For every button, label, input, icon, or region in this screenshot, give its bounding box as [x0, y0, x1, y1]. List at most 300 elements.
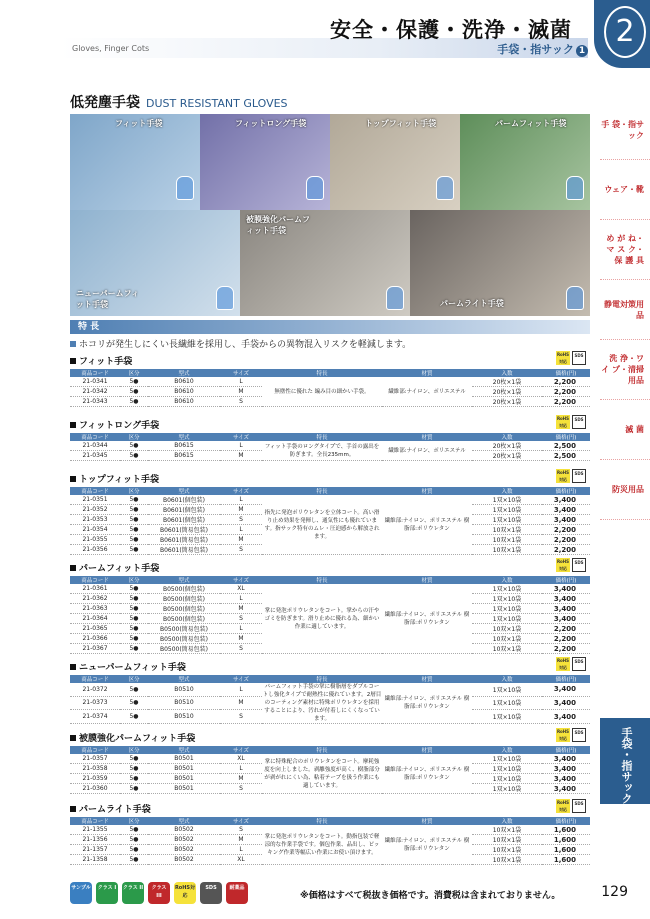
size: M [220, 604, 262, 614]
badges [556, 469, 586, 483]
column-header: 特長 [262, 487, 382, 495]
material-text: 繊維部:ナイロン、ポリエステル 樹脂部:ポリウレタン [382, 584, 472, 654]
category: 5● [120, 594, 148, 604]
legend-icon: クラス II [122, 882, 144, 904]
column-header: 特長 [262, 576, 382, 584]
quantity: 10双×1袋 [472, 535, 542, 545]
material-text: 繊維部:ナイロン、ポリエステル 樹脂部:ポリウレタン [382, 683, 472, 724]
quantity: 20枚×1袋 [472, 377, 542, 387]
model: B0610 [148, 377, 220, 387]
product-code: 21-0353 [70, 515, 120, 525]
category: 5● [120, 604, 148, 614]
column-header: サイズ [220, 369, 262, 377]
sidebar-item[interactable]: 手 袋・指サック [600, 100, 650, 160]
model: B0510 [148, 683, 220, 696]
model: B0510 [148, 696, 220, 710]
size: L [220, 525, 262, 535]
column-header: 区分 [120, 576, 148, 584]
quantity: 1双×10袋 [472, 784, 542, 794]
category-subtitle [497, 41, 588, 57]
product-code: 21-0366 [70, 634, 120, 644]
feature-text: パームフィット手袋の掌に樹脂層をダブルコートし強化タイプで耐熱性に優れています。2層目のコーティング素材に特殊ポリウレタンを採用することにより、汚れが付着しにくくなっています。 [262, 684, 382, 722]
product-code: 21-1356 [70, 835, 120, 845]
category: 5● [120, 397, 148, 407]
column-header: 商品コード [70, 746, 120, 754]
price: 3,400 [542, 774, 590, 784]
model: B0500(個包装) [148, 604, 220, 614]
price: 3,400 [542, 495, 590, 505]
column-header: 商品コード [70, 817, 120, 825]
material-text: 繊維部:ナイロン、ポリエステル 樹脂部:ポリウレタン [382, 495, 472, 555]
product-title: フィットロング手袋 RoHS 対応 SDS [70, 420, 590, 433]
column-header: 型式 [148, 433, 220, 441]
size: M [220, 505, 262, 515]
model: B0500(簡易包装) [148, 634, 220, 644]
category-english: Gloves, Finger Cots [72, 44, 150, 53]
product-title: トップフィット手袋 RoHS 対応 SDS [70, 474, 590, 487]
column-header: 入数 [472, 817, 542, 825]
model: B0500(個包装) [148, 584, 220, 594]
footer-icons [70, 882, 248, 904]
feature-text: 掌に発泡ポリウレタンをコート。掌からの汗やゴミを防ぎます。滑り止めに優れる為、細かい作業に適しています。 [262, 584, 382, 654]
column-header: 区分 [120, 487, 148, 495]
glove-icon [176, 176, 194, 200]
size: S [220, 644, 262, 654]
quantity: 10双×1袋 [472, 835, 542, 845]
price: 2,500 [542, 441, 590, 451]
sidebar-item[interactable]: 防災用品 [600, 460, 650, 520]
quantity: 1双×10袋 [472, 515, 542, 525]
legend-icon: クラス III [148, 882, 170, 904]
model: B0610 [148, 397, 220, 407]
category: 5● [120, 696, 148, 710]
product-code: 21-0342 [70, 387, 120, 397]
page-title: 安全・保護・洗浄・滅菌 [330, 18, 572, 42]
column-header: サイズ [220, 746, 262, 754]
category: 5● [120, 774, 148, 784]
category: 5● [120, 784, 148, 794]
category: 5● [120, 545, 148, 555]
model: B0601(個包装) [148, 495, 220, 505]
model: B0501 [148, 784, 220, 794]
quantity: 1双×10袋 [472, 710, 542, 724]
photo-newpalm [70, 210, 240, 316]
glove-icon [386, 286, 404, 310]
size: L [220, 377, 262, 387]
category: 5● [120, 495, 148, 505]
rohs-badge: RoHS 対応 [556, 416, 570, 428]
legend-icon: サンプル [70, 882, 92, 904]
quantity: 1双×10袋 [472, 764, 542, 774]
category: 5● [120, 377, 148, 387]
quantity: 1双×10袋 [472, 505, 542, 515]
quantity: 10双×1袋 [472, 825, 542, 835]
size: S [220, 710, 262, 724]
model: B0502 [148, 855, 220, 865]
category: 5● [120, 505, 148, 515]
column-header: 入数 [472, 746, 542, 754]
photo-label-fitlong: フィットロング手袋 [235, 119, 307, 128]
rohs-badge: RoHS 対応 [556, 800, 570, 812]
sds-badge: SDS [572, 558, 586, 572]
quantity: 1双×10袋 [472, 696, 542, 710]
table-row [70, 825, 590, 835]
quantity: 10双×1袋 [472, 644, 542, 654]
product-code: 21-0345 [70, 451, 120, 461]
column-header: 型式 [148, 746, 220, 754]
category: 5● [120, 845, 148, 855]
model: B0601(簡易包装) [148, 525, 220, 535]
feature-text: 指先に発泡ポリウレタンを立体コート。高い滑り止め効果を発揮し、通気性にも優れています。指サック特有のムレ・圧迫感から解放されます。 [262, 495, 382, 555]
product-title: フィット手袋 RoHS 対応 SDS [70, 356, 590, 369]
product-code: 21-0362 [70, 594, 120, 604]
quantity: 10双×1袋 [472, 624, 542, 634]
product-table [70, 817, 590, 865]
legend-icon: クラス I [96, 882, 118, 904]
photo-palmfit [460, 114, 590, 210]
column-header: 価格(円) [542, 817, 590, 825]
column-header: 特長 [262, 675, 382, 683]
quantity: 20枚×1袋 [472, 387, 542, 397]
column-header: 材質 [382, 576, 472, 584]
section-title-en: DUST RESISTANT GLOVES [146, 97, 288, 110]
price: 2,200 [542, 644, 590, 654]
price: 2,200 [542, 535, 590, 545]
size: S [220, 784, 262, 794]
size: L [220, 594, 262, 604]
size: M [220, 835, 262, 845]
size: M [220, 451, 262, 461]
photo-label-reinforced: 被膜強化パームフィット手袋 [246, 215, 310, 235]
photo-label-palmfit: パームフィット手袋 [495, 119, 567, 128]
feature-text: フィット手袋のロングタイプで、手首の露出を防ぎます。全長235mm。 [262, 441, 382, 461]
column-header: 型式 [148, 576, 220, 584]
sidebar-item[interactable]: 滅 菌 [600, 400, 650, 460]
price: 2,200 [542, 387, 590, 397]
features-text [70, 337, 411, 350]
quantity: 20枚×1袋 [472, 397, 542, 407]
glove-icon [216, 286, 234, 310]
glove-icon [566, 286, 584, 310]
price: 3,400 [542, 696, 590, 710]
column-header: サイズ [220, 576, 262, 584]
model: B0502 [148, 835, 220, 845]
rohs-badge: RoHS 対応 [556, 729, 570, 741]
quantity: 1双×10袋 [472, 495, 542, 505]
size: XL [220, 855, 262, 865]
price: 2,200 [542, 525, 590, 535]
price-note: ※価格はすべて税抜き価格です。消費税は含まれておりません。 [300, 891, 561, 901]
product-code: 21-0360 [70, 784, 120, 794]
category: 5● [120, 825, 148, 835]
column-header: 入数 [472, 576, 542, 584]
price: 3,400 [542, 584, 590, 594]
product-code: 21-0351 [70, 495, 120, 505]
category: 5● [120, 584, 148, 594]
product-table [70, 576, 590, 654]
quantity: 10双×1袋 [472, 634, 542, 644]
category: 5● [120, 451, 148, 461]
model: B0601(個包装) [148, 505, 220, 515]
column-header: サイズ [220, 487, 262, 495]
quantity: 1双×10袋 [472, 774, 542, 784]
price: 3,400 [542, 784, 590, 794]
column-header: 材質 [382, 487, 472, 495]
column-header: 入数 [472, 433, 542, 441]
price: 3,400 [542, 604, 590, 614]
price: 1,600 [542, 845, 590, 855]
sds-badge: SDS [572, 657, 586, 671]
feature-text: 無塵性に優れた 編み目の細かい手袋。 [262, 377, 382, 407]
product-table [70, 433, 590, 461]
chapter-number: 2 [604, 6, 646, 58]
sds-badge: SDS [572, 728, 586, 742]
product-code: 21-1357 [70, 845, 120, 855]
photo-reinforced [240, 210, 410, 316]
product-block [70, 800, 590, 865]
column-header: 材質 [382, 675, 472, 683]
sidebar [600, 100, 650, 520]
legend-icon: RoHS対応 [174, 882, 196, 904]
category: 5● [120, 644, 148, 654]
price: 3,400 [542, 594, 590, 604]
column-header: サイズ [220, 433, 262, 441]
table-row [70, 495, 590, 505]
column-header: 区分 [120, 675, 148, 683]
price: 3,400 [542, 515, 590, 525]
model: B0615 [148, 451, 220, 461]
category: 5● [120, 515, 148, 525]
table-row [70, 683, 590, 696]
price: 2,200 [542, 545, 590, 555]
model: B0501 [148, 774, 220, 784]
photo-fit [70, 114, 200, 210]
material-text: 繊維部:ナイロン、ポリエステル [382, 377, 472, 407]
size: M [220, 387, 262, 397]
column-header: 商品コード [70, 487, 120, 495]
quantity: 1双×10袋 [472, 614, 542, 624]
column-header: 価格(円) [542, 487, 590, 495]
table-row [70, 377, 590, 387]
product-code: 21-0357 [70, 754, 120, 764]
model: B0502 [148, 845, 220, 855]
model: B0615 [148, 441, 220, 451]
photo-palmlite [410, 210, 590, 316]
column-header: 価格(円) [542, 675, 590, 683]
photo-topfit [330, 114, 460, 210]
category: 5● [120, 441, 148, 451]
category: 5● [120, 764, 148, 774]
size: M [220, 535, 262, 545]
sds-badge: SDS [572, 351, 586, 365]
product-code: 21-1358 [70, 855, 120, 865]
size: S [220, 825, 262, 835]
column-header: 特長 [262, 369, 382, 377]
rohs-badge: RoHS 対応 [556, 352, 570, 364]
price: 2,200 [542, 377, 590, 387]
product-code: 21-0355 [70, 535, 120, 545]
features-header: 特 長 [70, 320, 590, 334]
chapter-tab[interactable] [594, 0, 650, 68]
product-title: 被膜強化パームフィット手袋 RoHS 対応 SDS [70, 733, 590, 746]
quantity: 10双×1袋 [472, 845, 542, 855]
badges [556, 728, 586, 742]
column-header: 型式 [148, 675, 220, 683]
product-code: 21-0344 [70, 441, 120, 451]
model: B0601(簡易包装) [148, 535, 220, 545]
product-code: 21-0352 [70, 505, 120, 515]
bullet-icon [70, 341, 76, 347]
quantity: 10双×1袋 [472, 545, 542, 555]
badges [556, 415, 586, 429]
product-table [70, 746, 590, 794]
photo-label-newpalm: ニューパームフィット手袋 [76, 289, 139, 309]
column-header: 材質 [382, 369, 472, 377]
price: 3,400 [542, 614, 590, 624]
sidebar-item[interactable]: め が ね・マ ス ク・保 護 具 [600, 220, 650, 280]
product-code: 21-0359 [70, 774, 120, 784]
table-row [70, 584, 590, 594]
size: L [220, 441, 262, 451]
product-block [70, 559, 590, 654]
size: XL [220, 584, 262, 594]
column-header: 入数 [472, 487, 542, 495]
photo-fitlong [200, 114, 330, 210]
section-title-jp: 低発塵手袋 [70, 95, 140, 111]
product-code: 21-0367 [70, 644, 120, 654]
column-header: 入数 [472, 369, 542, 377]
category: 5● [120, 855, 148, 865]
model: B0601(簡易包装) [148, 545, 220, 555]
quantity: 1双×10袋 [472, 604, 542, 614]
subtitle-number: 1 [576, 45, 588, 57]
price: 3,400 [542, 683, 590, 696]
category: 5● [120, 683, 148, 696]
size: S [220, 397, 262, 407]
column-header: 商品コード [70, 433, 120, 441]
model: B0500(簡易包装) [148, 644, 220, 654]
price: 1,600 [542, 855, 590, 865]
price: 3,400 [542, 710, 590, 724]
product-code: 21-0354 [70, 525, 120, 535]
material-text: 繊維部:ナイロン、ポリエステル 樹脂部:ポリウレタン [382, 825, 472, 865]
features-description: ホコリが発生しにくい長繊維を採用し、手袋からの異物混入リスクを軽減します。 [79, 340, 412, 350]
sidebar-active-tab[interactable]: 手袋・指サック [600, 718, 650, 804]
column-header: サイズ [220, 675, 262, 683]
quantity: 10双×1袋 [472, 855, 542, 865]
column-header: 商品コード [70, 576, 120, 584]
legend-icon: SDS [200, 882, 222, 904]
product-code: 21-0374 [70, 710, 120, 724]
size: M [220, 774, 262, 784]
category: 5● [120, 535, 148, 545]
product-table [70, 675, 590, 724]
quantity: 1双×10袋 [472, 754, 542, 764]
column-header: 価格(円) [542, 433, 590, 441]
column-header: 区分 [120, 369, 148, 377]
category: 5● [120, 754, 148, 764]
category: 5● [120, 710, 148, 724]
size: S [220, 515, 262, 525]
size: M [220, 634, 262, 644]
sidebar-item[interactable]: 静電対策用 品 [600, 280, 650, 340]
column-header: 入数 [472, 675, 542, 683]
sidebar-item[interactable]: ウェア・靴 [600, 160, 650, 220]
size: S [220, 545, 262, 555]
category: 5● [120, 614, 148, 624]
category: 5● [120, 624, 148, 634]
rohs-badge: RoHS 対応 [556, 559, 570, 571]
column-header: 特長 [262, 817, 382, 825]
badges [556, 657, 586, 671]
product-code: 21-0363 [70, 604, 120, 614]
material-text: 繊維部:ナイロン、ポリエステル 樹脂部:ポリウレタン [382, 754, 472, 794]
model: B0601(個包装) [148, 515, 220, 525]
price: 3,400 [542, 764, 590, 774]
sidebar-item[interactable]: 洗 浄・ワ イ プ・清掃用品 [600, 340, 650, 400]
column-header: 型式 [148, 369, 220, 377]
model: B0502 [148, 825, 220, 835]
table-row [70, 754, 590, 764]
size: S [220, 614, 262, 624]
rohs-badge: RoHS 対応 [556, 658, 570, 670]
column-header: 材質 [382, 817, 472, 825]
product-code: 21-0358 [70, 764, 120, 774]
column-header: 価格(円) [542, 576, 590, 584]
column-header: 価格(円) [542, 369, 590, 377]
glove-icon [306, 176, 324, 200]
product-title: パームライト手袋 RoHS 対応 SDS [70, 804, 590, 817]
product-code: 21-0343 [70, 397, 120, 407]
product-title: パームフィット手袋 RoHS 対応 SDS [70, 563, 590, 576]
category: 5● [120, 387, 148, 397]
column-header: 区分 [120, 746, 148, 754]
size: XL [220, 754, 262, 764]
product-block [70, 470, 590, 555]
product-table [70, 487, 590, 555]
column-header: 材質 [382, 433, 472, 441]
quantity: 10双×1袋 [472, 525, 542, 535]
product-code: 21-0341 [70, 377, 120, 387]
category: 5● [120, 525, 148, 535]
page-number: 129 [601, 884, 628, 900]
photo-label-topfit: トップフィット手袋 [365, 119, 437, 128]
column-header: 商品コード [70, 369, 120, 377]
glove-icon [566, 176, 584, 200]
subtitle-text: 手袋・指サック [497, 43, 574, 56]
price: 1,600 [542, 825, 590, 835]
photo-label-palmlite: パームライト手袋 [440, 299, 504, 308]
quantity: 20枚×1袋 [472, 451, 542, 461]
section-title [70, 92, 288, 112]
column-header: 特長 [262, 746, 382, 754]
model: B0610 [148, 387, 220, 397]
material-text: 繊維部:ナイロン、ポリエステル [382, 441, 472, 461]
size: L [220, 845, 262, 855]
product-code: 21-0373 [70, 696, 120, 710]
badges [556, 558, 586, 572]
model: B0510 [148, 710, 220, 724]
size: L [220, 495, 262, 505]
legend-icon: 耐薬品 [226, 882, 248, 904]
product-code: 21-1355 [70, 825, 120, 835]
sds-badge: SDS [572, 415, 586, 429]
photo-label-fit: フィット手袋 [115, 119, 163, 128]
product-table [70, 369, 590, 407]
category: 5● [120, 835, 148, 845]
price: 2,200 [542, 634, 590, 644]
badges [556, 799, 586, 813]
